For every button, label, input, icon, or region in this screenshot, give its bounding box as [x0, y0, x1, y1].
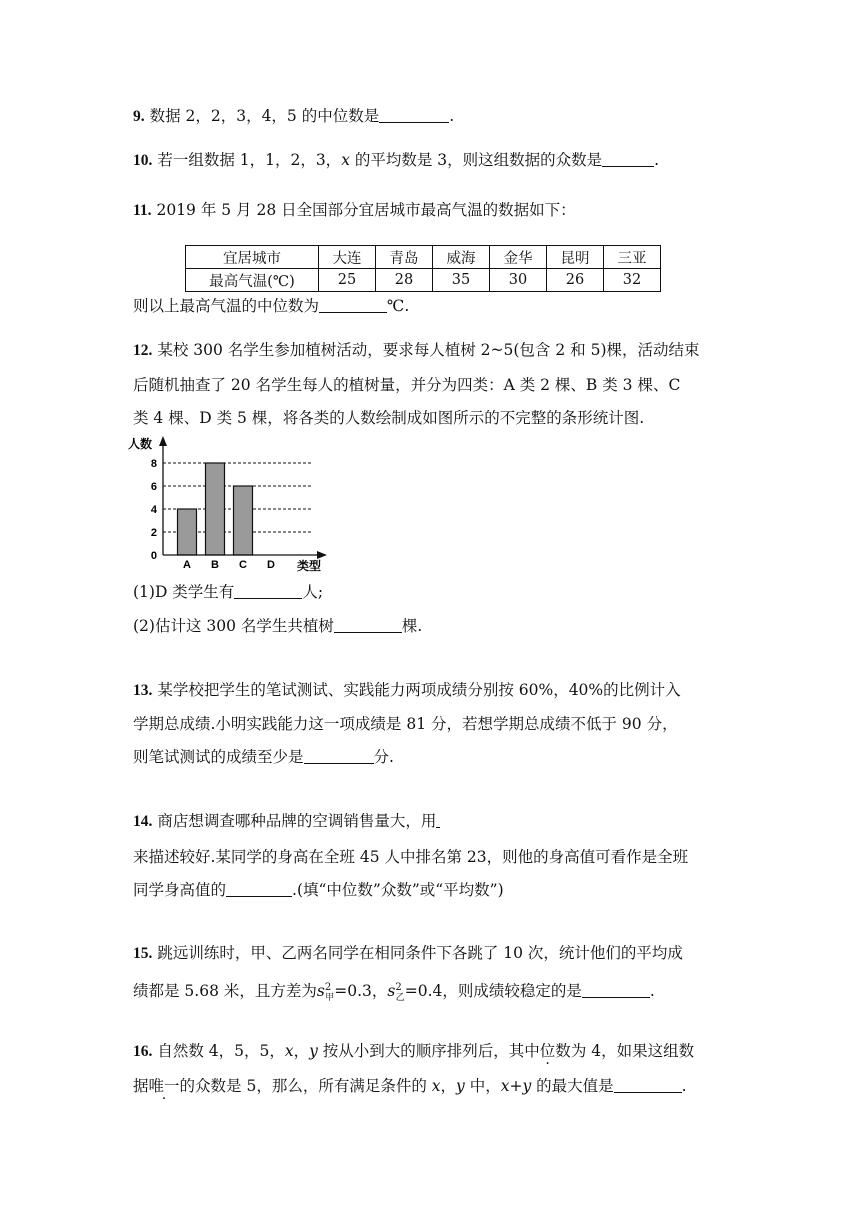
question-text: 的最大值是 [531, 1077, 614, 1095]
bar-c [234, 486, 253, 555]
question-13-line-3 [133, 747, 394, 767]
punctuation: . [649, 982, 655, 1001]
question-text: 则笔试测试的成绩至少是 [133, 748, 304, 766]
question-12-line-1 [133, 340, 700, 361]
table-cell: 30 [490, 269, 547, 292]
question-text: =0.4，则成绩较稳定的是 [404, 982, 582, 1001]
variance-symbol: s [387, 982, 396, 1001]
x-tick-label: D [267, 559, 275, 571]
answer-blank[interactable] [582, 981, 650, 998]
temperature-table [185, 245, 661, 292]
bar-b [206, 463, 225, 555]
question-number: 15. [133, 945, 153, 962]
hint-text: .(填“中位数”众数”或“平均数”) [292, 881, 504, 899]
variance-symbol: s [316, 982, 325, 1001]
bar-chart [120, 430, 340, 575]
question-text: 为 4，如果这组数 [570, 1042, 695, 1060]
question-text: =0.3， [334, 982, 388, 1001]
question-text: 来描述较好.某同学的身高在全班 45 人中排名第 23，则他的身高值可看作是全班 [133, 848, 689, 866]
table-cell: 32 [604, 269, 661, 292]
answer-blank[interactable] [304, 747, 374, 764]
y-tick-label: 0 [150, 550, 157, 562]
unit: 棵. [401, 617, 423, 635]
unit: 人; [302, 583, 324, 601]
table-cell: 昆明 [547, 246, 604, 269]
variable-y: y [309, 1042, 318, 1060]
expression-x-plus-y: x+y [500, 1077, 532, 1095]
question-13-line-1 [133, 680, 681, 701]
question-text: 类 4 棵、D 类 5 棵，将各类的人数绘制成如图所示的不完整的条形统计图. [133, 409, 645, 427]
answer-blank[interactable] [379, 106, 449, 123]
y-tick-label: 6 [150, 481, 157, 493]
table-cell: 威海 [433, 246, 490, 269]
y-tick-label: 4 [150, 504, 157, 516]
question-12-sub-2 [133, 616, 422, 636]
question-text: 数据 2，2，3，4，5 的中位数是 [149, 107, 380, 125]
question-text: 若一组数据 1，1，2，3， [157, 151, 342, 169]
question-16-line-1 [133, 1041, 694, 1062]
question-text: 绩都是 5.68 米，且方差为 [133, 982, 317, 1001]
answer-blank[interactable] [234, 582, 302, 599]
question-14-line-2 [133, 847, 688, 867]
question-text: 某校 300 名学生参加植树活动，要求每人植树 2~5(包含 2 和 5)棵，活动结束 [157, 341, 700, 359]
punctuation: ， [293, 1042, 310, 1060]
superscript: 2 [324, 982, 332, 993]
superscript: 2 [395, 982, 402, 993]
question-11 [133, 200, 576, 221]
question-12-line-2 [133, 375, 680, 395]
question-number: 14. [133, 813, 153, 830]
punctuation: . [654, 151, 660, 169]
question-text: 按从小到大的顺序排列后，其 [317, 1042, 525, 1060]
x-tick-label: C [239, 559, 247, 571]
x-tick-label: B [211, 559, 219, 571]
table-cell: 25 [319, 269, 376, 292]
question-text: 则以上最高气温的中位数为 [133, 297, 320, 315]
question-number: 13. [133, 682, 153, 699]
question-16-line-2 [133, 1076, 687, 1096]
question-number: 9. [133, 108, 145, 125]
answer-blank[interactable] [436, 811, 440, 828]
question-number: 10. [133, 152, 153, 169]
table-row [186, 246, 661, 269]
variable-y: y [456, 1077, 465, 1095]
punctuation: ， [440, 1077, 457, 1095]
answer-blank[interactable] [614, 1076, 682, 1093]
question-text: 同学身高值的 [133, 881, 227, 899]
table-cell: 宜居城市 [186, 246, 319, 269]
answer-blank[interactable] [226, 880, 292, 897]
variable-x: x [341, 151, 350, 169]
question-number: 12. [133, 342, 153, 359]
question-text: 的众数是 5，那么，所有满足条件的 [179, 1077, 432, 1095]
table-cell: 大连 [319, 246, 376, 269]
variable-x: x [284, 1042, 294, 1060]
emphasis-text: 中位数 [524, 1042, 571, 1060]
question-text: 中， [464, 1077, 501, 1095]
question-number: 16. [133, 1043, 153, 1060]
table-cell: 青岛 [376, 246, 433, 269]
subscript: 乙 [395, 993, 405, 1004]
punctuation: . [681, 1077, 687, 1095]
x-axis-label: 类型 [297, 559, 322, 573]
question-text: 自然数 4，5，5， [157, 1042, 285, 1060]
question-9 [133, 106, 454, 127]
question-10 [133, 150, 659, 171]
question-text: 商店想调查哪种品牌的空调销售量大，用 [157, 812, 437, 830]
emphasis-text: 唯一 [148, 1077, 180, 1095]
question-13-line-2 [133, 714, 678, 734]
x-tick-label: A [183, 559, 191, 571]
question-text: 据 [133, 1077, 149, 1095]
table-cell: 35 [433, 269, 490, 292]
question-text: (1)D 类学生有 [133, 583, 235, 601]
question-12-sub-1 [133, 582, 323, 602]
y-tick-label: 8 [150, 458, 157, 470]
table-row [186, 269, 661, 292]
y-axis-arrow [159, 436, 167, 446]
bar-a [178, 509, 197, 555]
question-number: 11. [133, 202, 152, 219]
table-cell: 26 [547, 269, 604, 292]
question-text: 2019 年 5 月 28 日全国部分宜居城市最高气温的数据如下： [156, 201, 576, 219]
question-15-line-1 [133, 943, 683, 964]
question-14-line-1 [133, 811, 440, 832]
question-text: 的平均数是 3，则这组数据的众数是 [349, 151, 603, 169]
table-cell: 金华 [490, 246, 547, 269]
answer-blank[interactable] [319, 296, 387, 313]
question-text: 学期总成绩.小明实践能力这一项成绩是 81 分，若想学期总成绩不低于 90 分， [133, 715, 678, 733]
y-axis-label: 人数 [128, 437, 153, 451]
variable-x: x [431, 1077, 441, 1095]
answer-blank[interactable] [602, 150, 654, 167]
punctuation: . [449, 107, 455, 125]
table-cell: 三亚 [604, 246, 661, 269]
y-tick-label: 2 [150, 527, 157, 539]
subscript: 甲 [325, 993, 335, 1004]
x-axis-arrow [317, 551, 327, 559]
table-cell: 最高气温(℃) [186, 269, 319, 292]
question-12-line-3 [133, 408, 644, 428]
unit: ℃. [387, 297, 410, 315]
question-11-prompt [133, 296, 409, 316]
table-cell: 28 [376, 269, 433, 292]
question-15-line-2 [133, 978, 655, 1008]
unit: 分. [373, 748, 394, 766]
question-14-line-3 [133, 880, 504, 900]
answer-blank[interactable] [334, 616, 402, 633]
question-text: 后随机抽查了 20 名学生每人的植树量，并分为四类：A 类 2 棵、B 类 3 棵、C [133, 376, 681, 394]
question-text: 某学校把学生的笔试测试、实践能力两项成绩分别按 60%，40%的比例计入 [157, 681, 681, 699]
question-text: (2)估计这 300 名学生共植树 [133, 617, 334, 635]
question-text: 跳远训练时，甲、乙两名同学在相同条件下各跳了 10 次，统计他们的平均成 [157, 944, 683, 962]
